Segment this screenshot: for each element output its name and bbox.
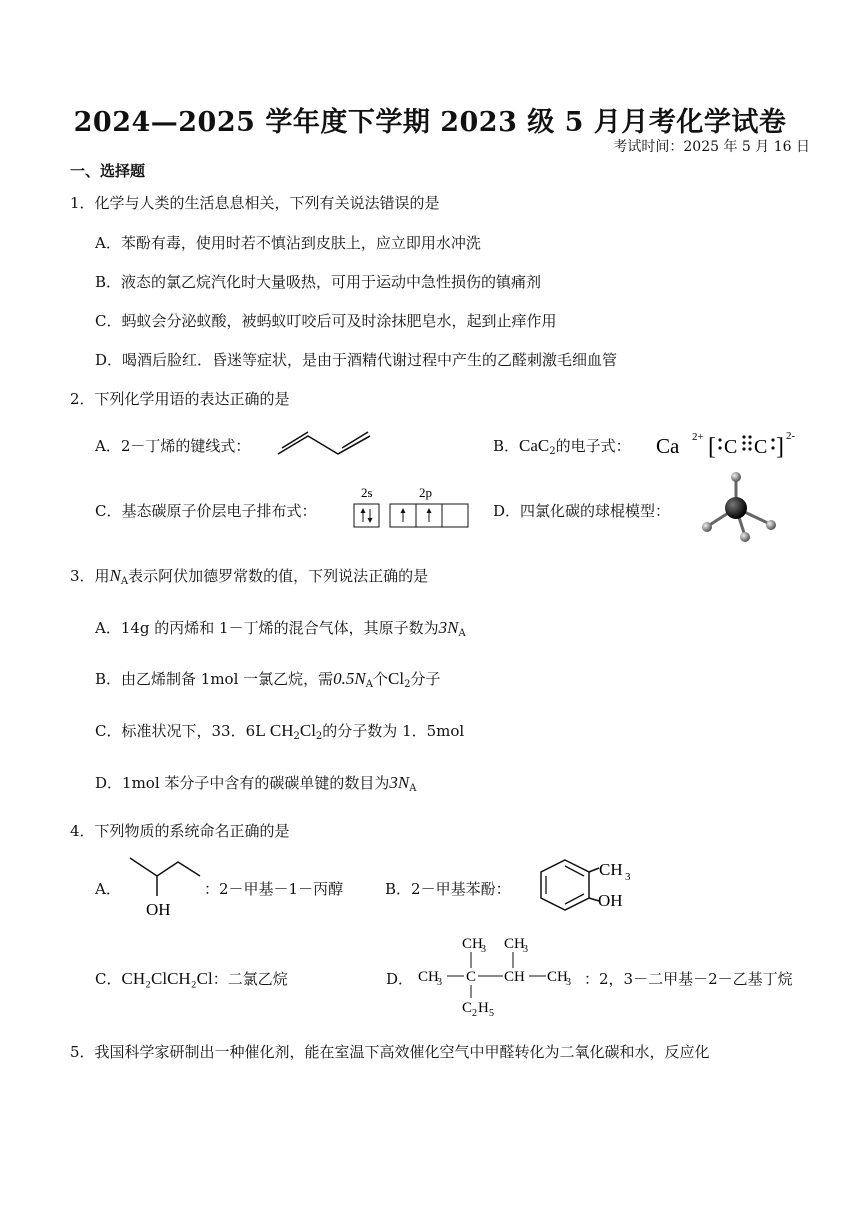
question-1-option-b: B．液态的氯乙烷汽化时大量吸热，可用于运动中急性损伤的镇痛剂 xyxy=(95,273,542,291)
question-3-stem: 3．用$N_A$表示阿伏加德罗常数的值，下列说法正确的是 xyxy=(70,566,429,587)
question-5-stem: 5．我国科学家研制出一种催化剂，能在室温下高效催化空气中甲醛转化为二氧化碳和水，反应化 xyxy=(70,1043,710,1061)
svg-text:C: C xyxy=(462,1000,473,1016)
svg-text:CH: CH xyxy=(504,936,525,952)
exam-time: 考试时间：2025 年 5 月 16 日 xyxy=(613,139,810,155)
question-2-option-c: C．基态碳原子价层电子排布式： xyxy=(95,502,317,520)
svg-text:CH: CH xyxy=(462,936,483,952)
svg-text:H: H xyxy=(478,1000,489,1016)
svg-text:[: [ xyxy=(708,434,716,460)
svg-text:]: ] xyxy=(776,434,784,460)
svg-text:3: 3 xyxy=(523,944,528,955)
svg-text:CH: CH xyxy=(418,969,439,985)
ccl4-ball-stick-model xyxy=(694,468,784,544)
svg-text:CH: CH xyxy=(504,969,525,985)
question-4-option-d-label: D． xyxy=(386,970,414,988)
question-2-option-b: B．CaC$_2$的电子式： xyxy=(493,436,631,457)
svg-text:C: C xyxy=(724,436,738,458)
question-4-option-b-label: B．2－甲基苯酚： xyxy=(385,880,511,898)
svg-text:CH: CH xyxy=(599,860,623,879)
svg-text:2s: 2s xyxy=(361,485,373,500)
question-1-option-c: C．蚂蚁会分泌蚁酸，被蚂蚁叮咬后可及时涂抹肥皂水，起到止痒作用 xyxy=(95,312,557,330)
question-2-option-a: A．2－丁烯的键线式： xyxy=(95,437,251,455)
svg-text:CH: CH xyxy=(547,969,568,985)
question-4-option-a-name: ：2－甲基－1－丙醇 xyxy=(204,880,344,898)
butanol-skeletal-structure xyxy=(126,852,202,920)
cac2-electron-formula xyxy=(656,424,806,460)
question-2-option-d: D．四氯化碳的球棍模型： xyxy=(493,502,671,520)
svg-text:2+: 2+ xyxy=(692,431,704,443)
question-1-option-d: D．喝酒后脸红．昏迷等症状，是由于酒精代谢过程中产生的乙醛刺激毛细血管 xyxy=(95,351,618,369)
question-4-option-c: C．CH₂ClCH₂Cl：二氯乙烷 xyxy=(95,969,288,988)
question-4-stem: 4．下列物质的系统命名正确的是 xyxy=(70,822,290,840)
question-3-option-a: A．14g 的丙烯和 1－丁烯的混合气体，其原子数为$3N_A$ xyxy=(95,618,466,639)
svg-text:3: 3 xyxy=(437,977,442,988)
svg-text:2: 2 xyxy=(472,1008,477,1018)
svg-text:3: 3 xyxy=(566,977,571,988)
svg-text:2-: 2- xyxy=(786,430,796,442)
svg-text:C: C xyxy=(466,969,477,985)
dimethyl-ethylbutane-structure xyxy=(414,930,584,1018)
question-4-option-a-label: A． xyxy=(95,880,121,898)
question-3-option-c: C．标准状况下，33．6L $CH_2Cl_2$的分子数为 1．5mol xyxy=(95,721,465,742)
question-4-option-d-name: ：2，3－二甲基－2－乙基丁烷 xyxy=(584,970,793,988)
question-1-stem: 1．化学与人类的生活息息相关，下列有关说法错误的是 xyxy=(70,194,440,212)
svg-text:C: C xyxy=(754,436,768,458)
section-heading: 一、选择题 xyxy=(70,162,146,180)
question-2-stem: 2．下列化学用语的表达正确的是 xyxy=(70,390,290,408)
svg-text:Ca: Ca xyxy=(656,434,680,458)
svg-text:2p: 2p xyxy=(419,485,432,500)
page-title: 2024—2025 学年度下学期 2023 级 5 月月考化学试卷 xyxy=(73,107,787,138)
svg-text:3: 3 xyxy=(625,871,631,883)
svg-text:OH: OH xyxy=(598,891,623,910)
methylphenol-structure xyxy=(527,854,637,920)
svg-text:OH: OH xyxy=(146,900,171,919)
butene-skeletal-structure xyxy=(276,428,376,458)
svg-text:3: 3 xyxy=(481,944,486,955)
svg-text:5: 5 xyxy=(489,1008,494,1018)
question-1-option-a: A．苯酚有毒，使用时若不慎沾到皮肤上，应立即用水冲洗 xyxy=(95,234,481,252)
carbon-orbital-diagram xyxy=(350,484,475,530)
question-3-option-b: B．由乙烯制备 1mol 一氯乙烷，需$0.5N_A$个$Cl_2$分子 xyxy=(95,669,441,690)
question-3-option-d: D．1mol 苯分子中含有的碳碳单键的数目为$3N_A$ xyxy=(95,773,417,794)
